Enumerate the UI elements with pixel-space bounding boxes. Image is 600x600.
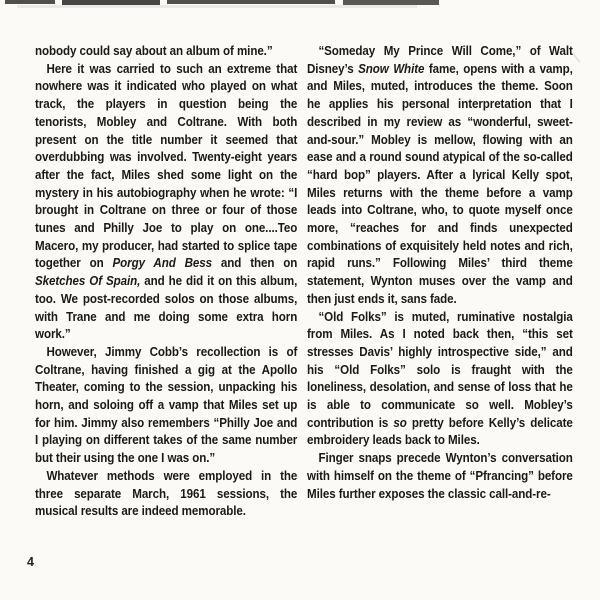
text-segment: Finger snaps precede Wynton’s conversation with himself on the theme of “Pfrancing” before Miles further exposes the classic call-and-re- <box>307 450 573 501</box>
paragraph <box>307 308 573 450</box>
text-segment: and he did it on this album, too. We post-recorded solos on those albums, with Trane and me doing some extra horn work.” <box>35 273 298 342</box>
text-segment: “Old Folks” is muted, ruminative nostalgia from Miles. As I noted back then, “this set stresses Davis’ highly introspective side,” and his “Old Folks” solo is fraught with the loneliness, desolation, and sense of loss that he is able to communicate so well. Mobley’s contribution is <box>307 308 573 430</box>
text-segment: Here it was carried to such an extreme that nowhere was it indicated who played on what track, the players in question being the tenorists, Mobley and Coltrane. With both present on the title number it seemed that overdubbing was involved. Twenty-eight years after the fact, Miles shed some light on the mystery in his autobiography when he wrote: “I brought in Coltrane on three or four of those tunes and Philly Joe to play on one....Teo Macero, my producer, had started to splice tape together on <box>35 60 298 271</box>
paragraph <box>307 449 573 502</box>
paragraph <box>307 42 573 308</box>
text-segment: Whatever methods were employed in the three separate March, 1961 sessions, the musical results are indeed memorable. <box>35 467 298 519</box>
text-segment: pretty before Kelly’s delicate embroidery leads back to Miles. <box>307 414 573 448</box>
scan-noise-mark <box>572 45 590 63</box>
italic-text-segment: Sketches Of Spain, <box>35 273 141 289</box>
text-segment: “Someday My Prince Will Come,” of Walt Disney’s <box>307 43 573 76</box>
text-segment: nobody could say about an album of mine.” <box>35 43 273 58</box>
text-column-right <box>307 42 573 502</box>
scan-edge-artifact <box>5 0 441 6</box>
paragraph <box>35 343 297 467</box>
text-segment: However, Jimmy Cobb’s recollection is of Coltrane, having finished a gig at the Apollo Theater, coming to the session, unpacking his horn, and soloing off a vamp that Miles set up for him. Jimmy also remembers “Philly Joe and I playing on different takes of the same number but their using the one I was on.” <box>35 343 298 466</box>
text-column-left <box>35 42 297 520</box>
text-segment: and then on <box>212 255 298 271</box>
paragraph <box>35 42 297 60</box>
italic-text-segment: Porgy And Bess <box>112 255 213 271</box>
italic-text-segment: Snow White <box>358 60 425 76</box>
text-segment: fame, opens with a vamp, and Miles, muted, introduces the theme. Soon he applies his personal interpretation that I described in my review as “wonderful, sweet-and-sour.” Mobley is mellow, flowing with an ease and a round sound atypical of the so-called “hard bop” players. After a lyrical Kelly spot, Miles returns with the theme before a vamp leads into Coltrane, who, to quote myself once more, “reaches for and finds unexpected combinations of exquisitely held notes and rich, rapid runs.” Following Miles’ third theme statement, Wynton muses over the vamp and then just ends it, sans fade. <box>307 60 573 306</box>
paragraph <box>35 60 297 343</box>
page-number: 4 <box>27 555 34 569</box>
paragraph <box>35 467 297 520</box>
italic-text-segment: so <box>393 414 407 430</box>
